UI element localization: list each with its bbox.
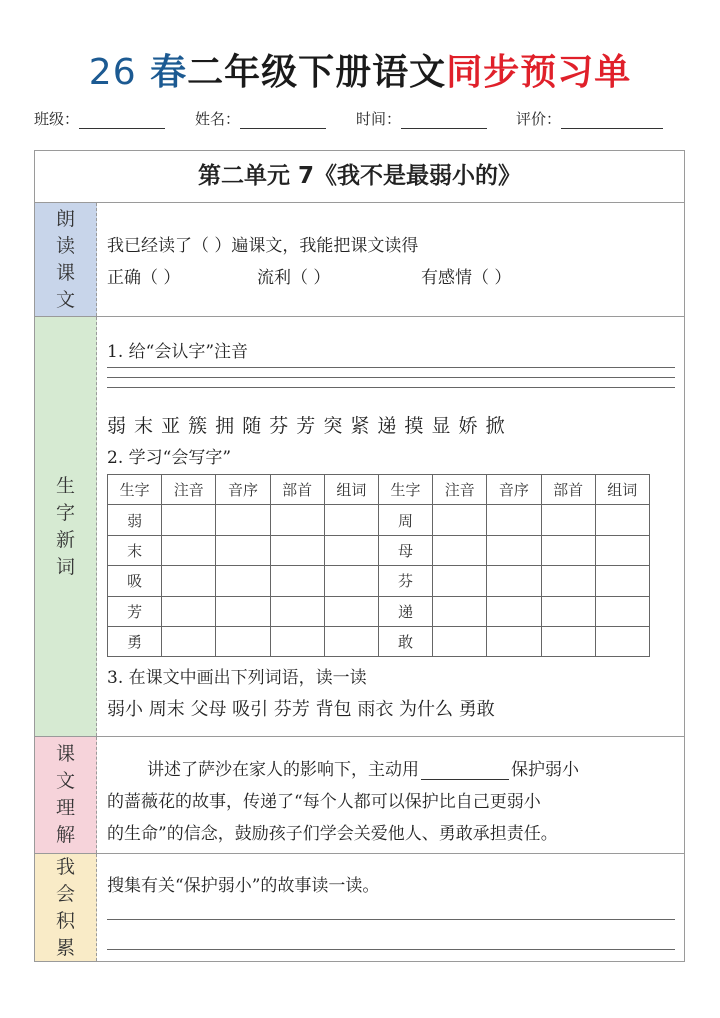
label-char: 新 — [55, 528, 75, 551]
answer-cell[interactable] — [541, 596, 595, 626]
label-char: 词 — [55, 555, 75, 578]
header-pinyin: 注音 — [162, 475, 216, 505]
read-option-fluent[interactable]: 流利（ ） — [257, 268, 331, 288]
name-input[interactable] — [240, 112, 326, 129]
label-char: 读 — [55, 234, 75, 257]
answer-cell[interactable] — [595, 596, 649, 626]
student-info-row — [34, 108, 684, 134]
eval-input[interactable] — [561, 112, 663, 129]
char-cell: 母 — [378, 535, 432, 565]
answer-cell[interactable] — [270, 566, 324, 596]
recognize-characters: 弱 末 亚 簇 拥 随 芬 芳 突 紧 递 摸 显 娇 掀 — [107, 415, 506, 437]
header-initial: 音序 — [487, 475, 541, 505]
table-row — [108, 505, 650, 535]
char-cell: 末 — [108, 535, 162, 565]
read-option-correct[interactable]: 正确（ ） — [107, 268, 181, 288]
title-highlight: 同步预习单 — [446, 52, 632, 93]
char-cell: 弱 — [108, 505, 162, 535]
header-initial: 音序 — [216, 475, 270, 505]
answer-cell[interactable] — [162, 596, 216, 626]
header-radical: 部首 — [541, 475, 595, 505]
label-char: 朗 — [55, 207, 75, 230]
label-char: 会 — [55, 882, 75, 905]
answer-cell[interactable] — [270, 505, 324, 535]
summary-line-3: 的生命”的信念，鼓励孩子们学会关爱他人、勇敢承担责任。 — [107, 824, 558, 844]
worksheet — [34, 150, 685, 962]
label-char: 理 — [55, 797, 75, 819]
name-label: 姓名： — [195, 110, 241, 128]
answer-cell[interactable] — [487, 626, 541, 656]
section-label-words — [35, 317, 97, 736]
answer-cell[interactable] — [541, 535, 595, 565]
answer-cell[interactable] — [487, 535, 541, 565]
label-char: 我 — [55, 855, 75, 878]
page-title — [0, 44, 720, 95]
answer-cell[interactable] — [433, 626, 487, 656]
writing-table — [107, 474, 650, 657]
section-label-understand — [35, 737, 97, 853]
char-cell: 芬 — [378, 566, 432, 596]
label-char: 字 — [55, 501, 75, 524]
divider — [35, 853, 684, 854]
question-3: 3. 在课文中画出下列词语，读一读 — [107, 668, 367, 688]
title-number: 26 — [88, 52, 137, 93]
answer-cell[interactable] — [216, 535, 270, 565]
name-field — [195, 108, 326, 129]
answer-cell[interactable] — [162, 626, 216, 656]
answer-cell[interactable] — [324, 596, 378, 626]
answer-cell[interactable] — [216, 505, 270, 535]
read-option-feeling[interactable]: 有感情（ ） — [421, 268, 512, 288]
answer-cell[interactable] — [541, 566, 595, 596]
summary-blank[interactable] — [421, 763, 509, 780]
label-char: 积 — [55, 909, 75, 932]
label-char: 文 — [55, 770, 75, 792]
char-cell: 敢 — [378, 626, 432, 656]
pinyin-line[interactable] — [107, 377, 675, 378]
answer-cell[interactable] — [595, 505, 649, 535]
section-label-accumulate — [35, 854, 97, 961]
answer-cell[interactable] — [216, 566, 270, 596]
header-radical: 部首 — [270, 475, 324, 505]
answer-cell[interactable] — [324, 535, 378, 565]
section-label-read — [35, 203, 97, 316]
answer-cell[interactable] — [162, 505, 216, 535]
table-row — [108, 535, 650, 565]
header-words: 组词 — [324, 475, 378, 505]
answer-cell[interactable] — [541, 626, 595, 656]
header-char: 生字 — [108, 475, 162, 505]
divider — [35, 736, 684, 737]
header-pinyin: 注音 — [433, 475, 487, 505]
answer-cell[interactable] — [595, 626, 649, 656]
answer-cell[interactable] — [433, 596, 487, 626]
title-season: 春 — [150, 52, 188, 93]
divider — [35, 316, 684, 317]
time-label: 时间： — [356, 110, 402, 128]
class-field — [34, 108, 165, 129]
summary-line-1 — [147, 755, 579, 780]
answer-cell[interactable] — [162, 566, 216, 596]
summary-part-a: 讲述了萨沙在家人的影响下，主动用 — [147, 760, 419, 780]
unit-title: 第二单元 7《我不是最弱小的》 — [35, 151, 684, 203]
time-field — [356, 108, 487, 129]
accumulate-task: 搜集有关“保护弱小”的故事读一读。 — [107, 876, 380, 896]
eval-label: 评价： — [516, 110, 562, 128]
summary-part-b: 保护弱小 — [511, 760, 579, 780]
char-cell: 递 — [378, 596, 432, 626]
answer-cell[interactable] — [162, 535, 216, 565]
answer-cell[interactable] — [433, 535, 487, 565]
label-char: 累 — [55, 936, 75, 959]
header-char: 生字 — [378, 475, 432, 505]
answer-cell[interactable] — [541, 505, 595, 535]
question-2: 2. 学习“会写字” — [107, 448, 232, 468]
answer-cell[interactable] — [433, 505, 487, 535]
answer-cell[interactable] — [216, 596, 270, 626]
header-words: 组词 — [595, 475, 649, 505]
table-row — [108, 596, 650, 626]
table-row — [108, 566, 650, 596]
answer-cell[interactable] — [487, 596, 541, 626]
label-char: 文 — [55, 288, 75, 311]
answer-cell[interactable] — [324, 566, 378, 596]
question-1: 1. 给“会认字”注音 — [107, 342, 249, 362]
class-label: 班级： — [34, 110, 80, 128]
answer-cell[interactable] — [270, 535, 324, 565]
eval-field — [516, 108, 663, 129]
answer-cell[interactable] — [216, 626, 270, 656]
answer-cell[interactable] — [595, 535, 649, 565]
pinyin-line[interactable] — [107, 367, 675, 368]
answer-line[interactable] — [107, 949, 675, 950]
class-input[interactable] — [79, 112, 165, 129]
answer-cell[interactable] — [595, 566, 649, 596]
read-count-line: 我已经读了（ ）遍课文，我能把课文读得 — [107, 236, 419, 256]
char-cell: 吸 — [108, 566, 162, 596]
char-cell: 周 — [378, 505, 432, 535]
summary-line-2: 的蔷薇花的故事，传递了“每个人都可以保护比自己更弱小 — [107, 792, 541, 812]
time-input[interactable] — [401, 112, 487, 129]
char-cell: 芳 — [108, 596, 162, 626]
answer-cell[interactable] — [487, 505, 541, 535]
answer-cell[interactable] — [433, 566, 487, 596]
answer-cell[interactable] — [324, 626, 378, 656]
answer-cell[interactable] — [270, 626, 324, 656]
label-char: 生 — [55, 474, 75, 497]
char-cell: 勇 — [108, 626, 162, 656]
title-main: 二年级下册语文 — [187, 52, 447, 93]
table-row — [108, 626, 650, 656]
label-char: 课 — [55, 261, 75, 284]
label-char: 解 — [55, 824, 75, 846]
answer-cell[interactable] — [270, 596, 324, 626]
pinyin-line[interactable] — [107, 387, 675, 388]
vocab-list: 弱小 周末 父母 吸引 芬芳 背包 雨衣 为什么 勇敢 — [107, 699, 495, 720]
answer-cell[interactable] — [487, 566, 541, 596]
label-char: 课 — [55, 743, 75, 765]
table-header-row — [108, 475, 650, 505]
answer-line[interactable] — [107, 919, 675, 920]
answer-cell[interactable] — [324, 505, 378, 535]
